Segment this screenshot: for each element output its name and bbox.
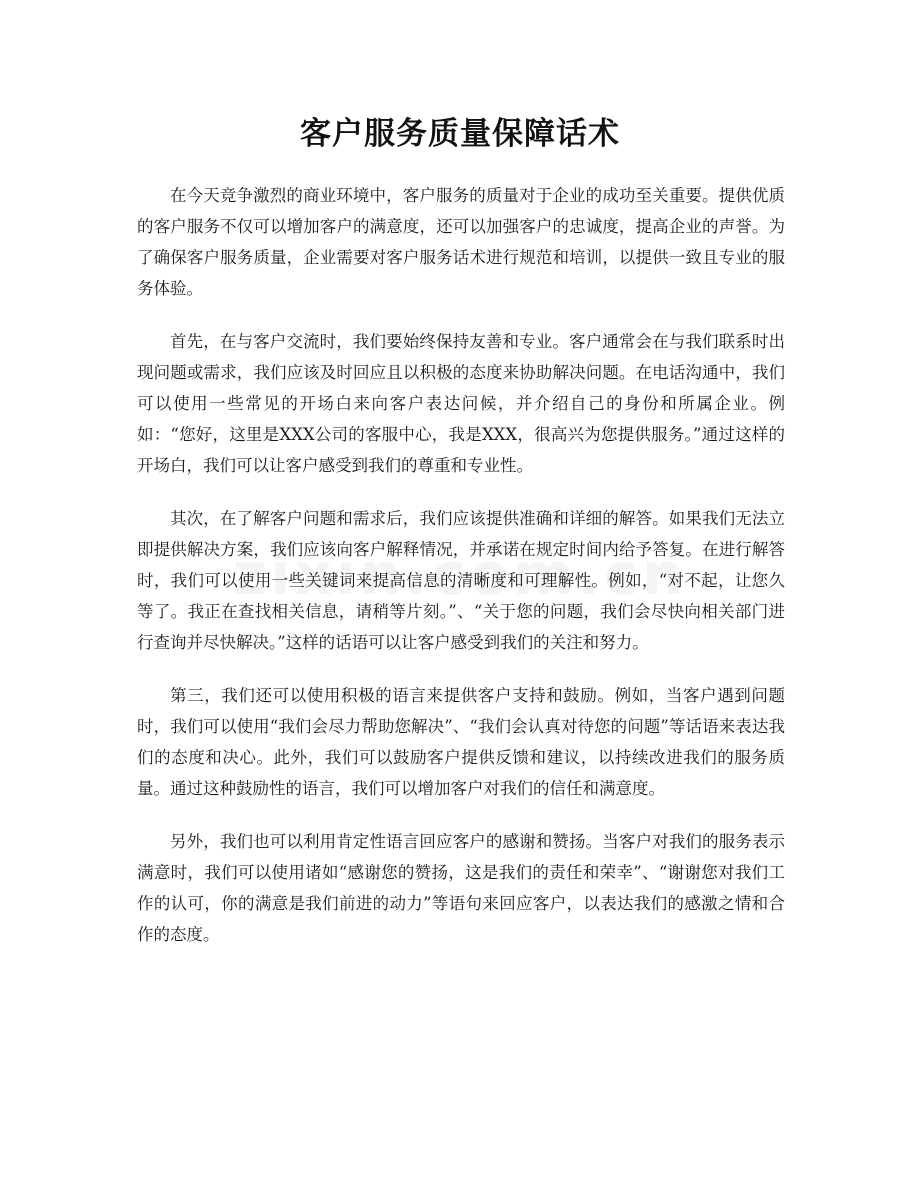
paragraph-second: 其次，在了解客户问题和需求后，我们应该提供准确和详细的解答。如果我们无法立即提供解决方案，我们应该向客户解释情况，并承诺在规定时间内给予答复。在进行解答时，我们可以使用一些关键词来提高信息的清晰度和可理解性。例如，“对不起，让您久等了。我正在查找相关信息，请稍等片刻。”、“关于您的问题，我们会尽快向相关部门进行查询并尽快解决。”这样的话语可以让客户感受到我们的关注和努力。 [137,509,785,652]
paragraph-intro: 在今天竞争激烈的商业环境中，客户服务的质量对于企业的成功至关重要。提供优质的客户服务不仅可以增加客户的满意度，还可以加强客户的忠诚度，提高企业的声誉。为了确保客户服务质量，企业需要对客户服务话术进行规范和培训，以提供一致且专业的服务体验。 [137,186,785,298]
document-title: 客户服务质量保障话术 [300,116,620,152]
paragraph-first: 首先，在与客户交流时，我们要始终保持友善和专业。客户通常会在与我们联系时出现问题或需求，我们应该及时回应且以积极的态度来协助解决问题。在电话沟通中，我们可以使用一些常见的开场白来向客户表达问候，并介绍自己的身份和所属企业。例如：“您好，这里是XXX公司的客服中心，我是XXX，很高兴为您提供服务。”通过这样的开场白，我们可以让客户感受到我们的尊重和专业性。 [137,332,785,475]
paragraph-third: 第三，我们还可以使用积极的语言来提供客户支持和鼓励。例如，当客户遇到问题时，我们可以使用“我们会尽力帮助您解决”、“我们会认真对待您的问题”等话语来表达我们的态度和决心。此外，我们可以鼓励客户提供反馈和建议，以持续改进我们的服务质量。通过这种鼓励性的语言，我们可以增加客户对我们的信任和满意度。 [137,686,785,798]
paragraph-additional: 另外，我们也可以利用肯定性语言回应客户的感谢和赞扬。当客户对我们的服务表示满意时，我们可以使用诸如“感谢您的赞扬，这是我们的责任和荣幸”、“谢谢您对我们工作的认可，你的满意是我们前进的动力”等语句来回应客户，以表达我们的感激之情和合作的态度。 [137,832,785,944]
document-body [137,180,785,972]
